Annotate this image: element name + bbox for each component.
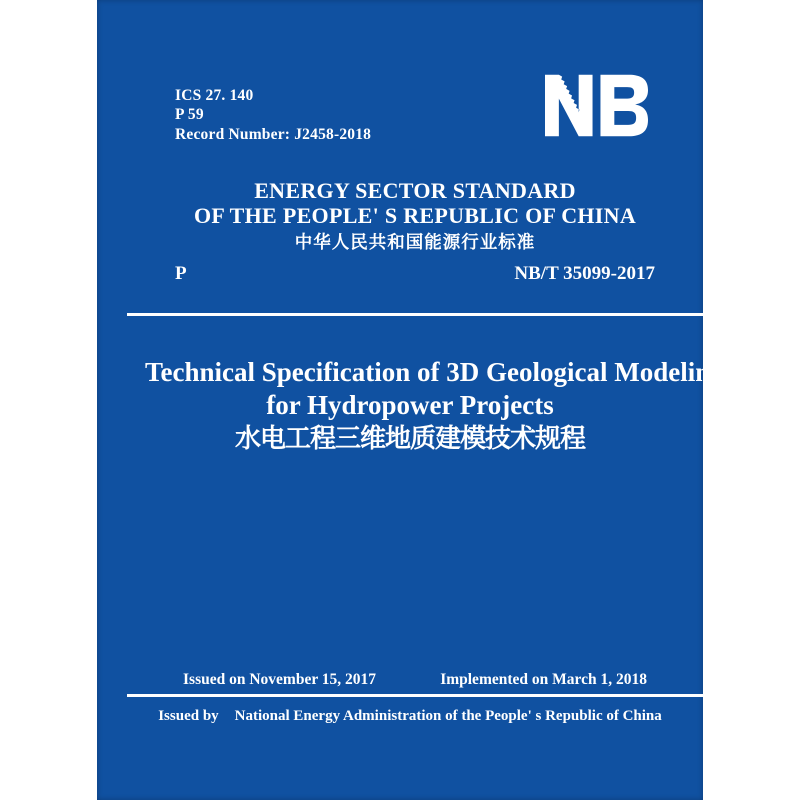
org-name-cn: 中华人民共和国能源行业标准 — [294, 233, 536, 253]
standard-cover — [97, 0, 724, 800]
issued-by-value: National Energy Administration of the People' s Republic of China — [234, 708, 662, 724]
title-cn: 水电工程三维地质建模技术规程 — [234, 424, 585, 454]
org-name-en-line2: OF THE PEOPLE' S REPUBLIC OF CHINA — [193, 203, 637, 228]
title-en-line2: for Hydropower Projects — [266, 390, 554, 420]
top-divider-rule — [127, 313, 703, 316]
title-block — [145, 356, 724, 456]
classification-code: P 59 — [175, 106, 204, 124]
nb-logo-icon — [545, 74, 648, 137]
implemented-date: Implemented on March 1, 2018 — [440, 671, 647, 688]
issued-by-label: Issued by — [158, 708, 219, 724]
dates-row — [183, 670, 647, 690]
record-number: Record Number: J2458-2018 — [175, 125, 372, 143]
classification-row — [175, 264, 655, 284]
standard-number: NB/T 35099-2017 — [514, 263, 655, 284]
issued-date: Issued on November 15, 2017 — [183, 671, 377, 688]
org-name-en-line1: ENERGY SECTOR STANDARD — [254, 178, 576, 203]
bottom-divider-rule — [127, 694, 703, 697]
ics-code: ICS 27. 140 — [175, 87, 254, 104]
class-letter: P — [175, 263, 187, 284]
org-block — [175, 178, 655, 255]
title-en-line1: Technical Specification of 3D Geological Modeling — [145, 357, 724, 387]
issued-by-row — [145, 707, 675, 726]
meta-block — [175, 86, 371, 144]
